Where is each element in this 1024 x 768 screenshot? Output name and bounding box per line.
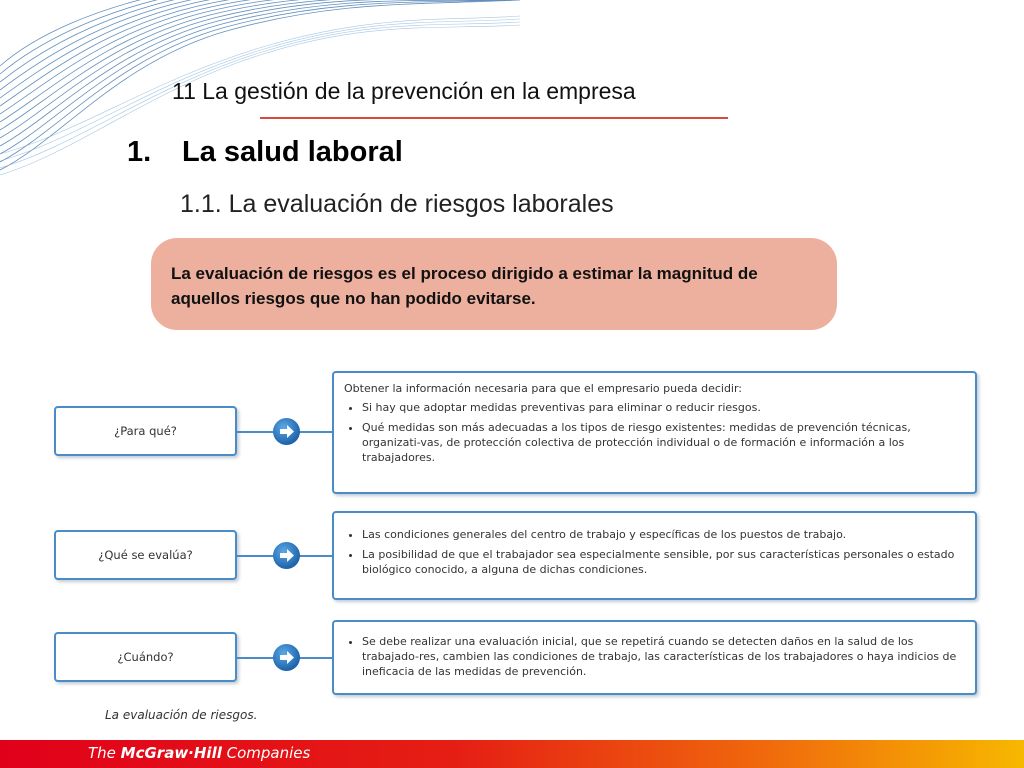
question-box-cuando xyxy=(54,632,237,682)
section-title xyxy=(127,136,403,169)
answer-bullet: • Se debe realizar una evaluación inicial, que se repetirá cuando se detecten daños en la salud de los trabajado-res, cambien las condiciones de trabajo, las características de los trabajadores o haya indicios de ineficacia de las medidas de prevención. xyxy=(362,634,963,679)
answer-box-cuando xyxy=(332,620,977,695)
question-label: ¿Para qué? xyxy=(114,424,177,438)
publisher-logo xyxy=(88,744,310,762)
answer-intro: Obtener la información necesaria para que el empresario pueda decidir: xyxy=(344,382,743,395)
definition-callout xyxy=(151,238,837,330)
subsection-title: 1.1. La evaluación de riesgos laborales xyxy=(180,190,614,218)
footer-bar xyxy=(0,740,1024,768)
answer-bullet: • Qué medidas son más adecuadas a los tipos de riesgo existentes: medidas de prevención técnicas, organizati-vas, de protección colectiva de protección individual o de formación e información a los trabajadores. xyxy=(362,420,963,465)
question-box-que-se-evalua xyxy=(54,530,237,580)
question-box-para-que xyxy=(54,406,237,456)
definition-text: La evaluación de riesgos es el proceso dirigido a estimar la magnitud de aquellos riesgos que no han podido evitarse. xyxy=(171,264,758,308)
arrow-right-icon xyxy=(273,418,300,445)
question-label: ¿Cuándo? xyxy=(117,650,174,664)
chapter-title: 11 La gestión de la prevención en la empresa xyxy=(172,78,636,104)
brand-name: McGraw·Hill xyxy=(120,744,222,762)
section-title-text: La salud laboral xyxy=(182,136,403,168)
answer-bullet: • La posibilidad de que el trabajador sea especialmente sensible, por sus características personales o estado biológico conocido, a alguna de dichas condiciones. xyxy=(362,547,963,577)
arrow-right-icon xyxy=(273,644,300,671)
chapter-underline xyxy=(260,117,728,119)
answer-box-que-se-evalua xyxy=(332,511,977,600)
question-label: ¿Qué se evalúa? xyxy=(98,548,193,562)
answer-bullet: • Las condiciones generales del centro de trabajo y específicas de los puestos de trabajo. xyxy=(362,527,963,542)
answer-box-para-que xyxy=(332,371,977,494)
answer-bullet: • Si hay que adoptar medidas preventivas para eliminar o reducir riesgos. xyxy=(362,400,963,415)
section-number: 1. xyxy=(127,136,152,168)
brand-prefix: The xyxy=(88,744,121,762)
arrow-right-icon xyxy=(273,542,300,569)
figure-caption: La evaluación de riesgos. xyxy=(105,708,258,722)
brand-suffix: Companies xyxy=(221,744,311,762)
